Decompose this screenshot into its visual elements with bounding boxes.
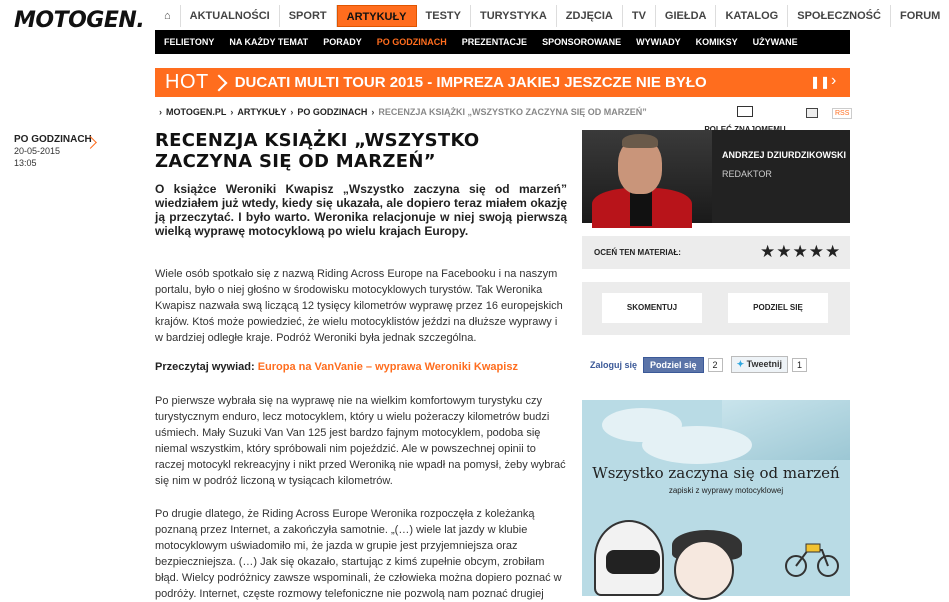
hot-news-bar bbox=[155, 68, 850, 97]
logo-text: MOTOGEN bbox=[14, 8, 137, 33]
twitter-bird-icon: ✦ bbox=[736, 359, 745, 369]
subnav-uzywane[interactable]: UŻYWANE bbox=[752, 37, 798, 47]
chevron-icon: › bbox=[159, 107, 162, 117]
book-subtitle: zapiski z wyprawy motocyklowej bbox=[668, 486, 784, 495]
rating-label: OCEŃ TEN MATERIAŁ: bbox=[594, 248, 681, 257]
subnav-prezentacje[interactable]: PREZENTACJE bbox=[461, 37, 528, 47]
tweet-button[interactable] bbox=[731, 356, 788, 373]
book-title: Wszystko zaczyna się od marzeń bbox=[592, 464, 840, 482]
publish-time: 13:05 bbox=[14, 158, 37, 168]
breadcrumb-artykuly[interactable]: ARTYKUŁY bbox=[237, 107, 287, 117]
star-icon[interactable]: ★ bbox=[825, 242, 841, 261]
nav-sport[interactable]: SPORT bbox=[280, 5, 337, 27]
tweet-label: Tweetnij bbox=[746, 359, 782, 369]
article-paragraph: Po drugie dlatego, że Riding Across Europe Weronika rozpoczęła z koleżanką poznaną przez Internet, a zakończyła samotnie. „(…) wiele lat jazdy w klubie motocyklowym uświadomiło mi, że jazda w grupie jest przyjemniejsza oraz bezpieczniejsza. (…) Jak się okazało, startując z kimś zupełnie obcym, zrobiłam błąd. Wielcy podróżnicy zawsze wspominali, że człowieka można dopiero poznać w podróży. Internet, częste rozmowy telefoniczne nie pozwolą nam poznać drugiej bbox=[155, 508, 562, 600]
rss-button[interactable]: RSS bbox=[832, 108, 852, 119]
nav-spolecznosc[interactable]: SPOŁECZNOŚĆ bbox=[788, 5, 891, 27]
next-icon[interactable]: › bbox=[831, 72, 837, 89]
breadcrumb bbox=[155, 107, 647, 117]
share-button[interactable]: PODZIEL SIĘ bbox=[728, 293, 828, 323]
nav-turystyka[interactable]: TURYSTYKA bbox=[471, 5, 557, 27]
facebook-share-count: 2 bbox=[708, 358, 723, 372]
site-logo[interactable] bbox=[14, 8, 144, 33]
star-icon[interactable]: ★ bbox=[808, 242, 824, 261]
book-cover-image[interactable] bbox=[582, 400, 850, 596]
breadcrumb-current: RECENZJA KSIĄŻKI „WSZYSTKO ZACZYNA SIĘ OD MARZEŃ” bbox=[378, 107, 647, 117]
home-icon[interactable]: ⌂ bbox=[155, 5, 181, 27]
social-bar bbox=[590, 356, 807, 373]
nav-tv[interactable]: TV bbox=[623, 5, 656, 27]
subnav-wywiady[interactable]: WYWIADY bbox=[636, 37, 681, 47]
author-photo[interactable] bbox=[582, 130, 712, 223]
rating-panel bbox=[582, 236, 850, 269]
nav-forum[interactable]: FORUM bbox=[899, 10, 941, 22]
action-panel bbox=[582, 282, 850, 335]
hot-headline[interactable]: DUCATI MULTI TOUR 2015 - IMPREZA JAKIEJ JESZCZE NIE BYŁO bbox=[234, 74, 707, 91]
subnav-po-godzinach[interactable]: PO GODZINACH bbox=[376, 37, 447, 47]
star-icon[interactable]: ★ bbox=[776, 242, 792, 261]
chevron-icon: › bbox=[230, 107, 234, 117]
sub-nav bbox=[155, 30, 850, 54]
logo-dot: . bbox=[136, 8, 145, 33]
subnav-komiksy[interactable]: KOMIKSY bbox=[695, 37, 738, 47]
author-name[interactable]: ANDRZEJ DZIURDZIKOWSKI bbox=[722, 150, 846, 160]
nav-katalog[interactable]: KATALOG bbox=[716, 5, 788, 27]
hair-shape bbox=[622, 134, 658, 148]
nav-zdjecia[interactable]: ZDJĘCIA bbox=[557, 5, 623, 27]
star-icon[interactable]: ★ bbox=[792, 242, 808, 261]
tweet-count: 1 bbox=[792, 358, 807, 372]
publish-date: 20-05-2015 bbox=[14, 146, 61, 156]
nav-testy[interactable]: TESTY bbox=[417, 5, 471, 27]
breadcrumb-home[interactable]: MOTOGEN.PL bbox=[166, 107, 227, 117]
chevron-icon: › bbox=[290, 107, 294, 117]
author-box bbox=[582, 130, 850, 223]
article-paragraph: Wiele osób spotkało się z nazwą Riding Across Europe na Facebooku i na naszym portalu, było o niej głośno w środowisku motocyklowych turystów. Tak Weronika Kwapisz nazwała swą liczącą 12 tysięcy kilometrów wyprawę przez 16 europejskich krajów. Ktoś może powiedzieć, że wielu motocyklistów jeździ na dłuższe wyprawy i w bardziej odległe kraje. Podróż Weroniki była jednak szczególna. bbox=[155, 268, 563, 344]
breadcrumb-po-godzinach[interactable]: PO GODZINACH bbox=[297, 107, 368, 117]
section-link[interactable]: PO GODZINACH bbox=[14, 134, 92, 145]
main-nav bbox=[155, 5, 949, 27]
login-link[interactable]: Zaloguj się bbox=[590, 359, 638, 370]
print-icon[interactable] bbox=[806, 108, 818, 118]
article-paragraph: Po pierwsze wybrała się na wyprawę nie na wielkim komfortowym turystyku czy turystycznym enduro, lecz motocyklem, który u wielu pożeraczy kilometrów budzi uśmiech. Mały Suzuki Van Van 125 jest bardzo fajnym motocyklem, podoba się niemal wszystkim, który spróbowali nim pojeździć. Ale w powszechnej opinii to raczej motocykl rekreacyjny i nikt przed Weroniką nie wpadł na pomysł, żeby wybrać się nim w podróż liczoną w tysiącach kilometrów. bbox=[155, 395, 566, 487]
subnav-felietony[interactable]: FELIETONY bbox=[164, 37, 215, 47]
subnav-porady[interactable]: PORADY bbox=[323, 37, 362, 47]
visor-illustration bbox=[606, 550, 660, 574]
interview-link[interactable]: Europa na VanVanie – wyprawa Weroniki Kwapisz bbox=[257, 361, 518, 373]
nav-aktualnosci[interactable]: AKTUALNOŚCI bbox=[181, 5, 280, 27]
interview-line bbox=[155, 361, 567, 373]
nav-artykuly[interactable]: ARTYKUŁY bbox=[337, 5, 417, 27]
interview-label: Przeczytaj wywiad: bbox=[155, 361, 255, 373]
nav-gielda[interactable]: GIEŁDA bbox=[656, 5, 717, 27]
envelope-icon bbox=[737, 106, 753, 117]
subnav-sponsorowane[interactable]: SPONSOROWANE bbox=[542, 37, 622, 47]
article-title: RECENZJA KSIĄŻKI „WSZYSTKO ZACZYNA SIĘ OD MARZEŃ” bbox=[155, 130, 480, 172]
hot-label: HOT bbox=[165, 71, 209, 93]
pause-icon[interactable]: ❚❚ bbox=[810, 75, 831, 89]
chevron-right-icon bbox=[210, 74, 227, 91]
facebook-share-button[interactable]: Podziel się bbox=[643, 357, 704, 373]
motorcycle-illustration bbox=[782, 530, 842, 580]
cloud-shape bbox=[642, 426, 752, 464]
article bbox=[155, 130, 567, 600]
article-lead: O książce Weroniki Kwapisz „Wszystko zaczyna się od marzeń” wiedziałem już wtedy, kiedy się ukazała, ale dopiero teraz miałem okazję ją przeczytać. I było warto. Weronika relacjonuje w niej swoją pierwszą wielką wyprawę motocyklową po wielu krajach Europy. bbox=[155, 182, 567, 238]
article-meta bbox=[14, 134, 134, 169]
author-role: REDAKTOR bbox=[722, 169, 772, 179]
comment-button[interactable]: SKOMENTUJ bbox=[602, 293, 702, 323]
chevron-icon: › bbox=[371, 107, 375, 117]
rating-stars bbox=[760, 242, 841, 262]
face-illustration bbox=[674, 540, 734, 600]
subnav-na-kazdy-temat[interactable]: NA KAŻDY TEMAT bbox=[229, 37, 309, 47]
star-icon[interactable]: ★ bbox=[760, 242, 776, 261]
